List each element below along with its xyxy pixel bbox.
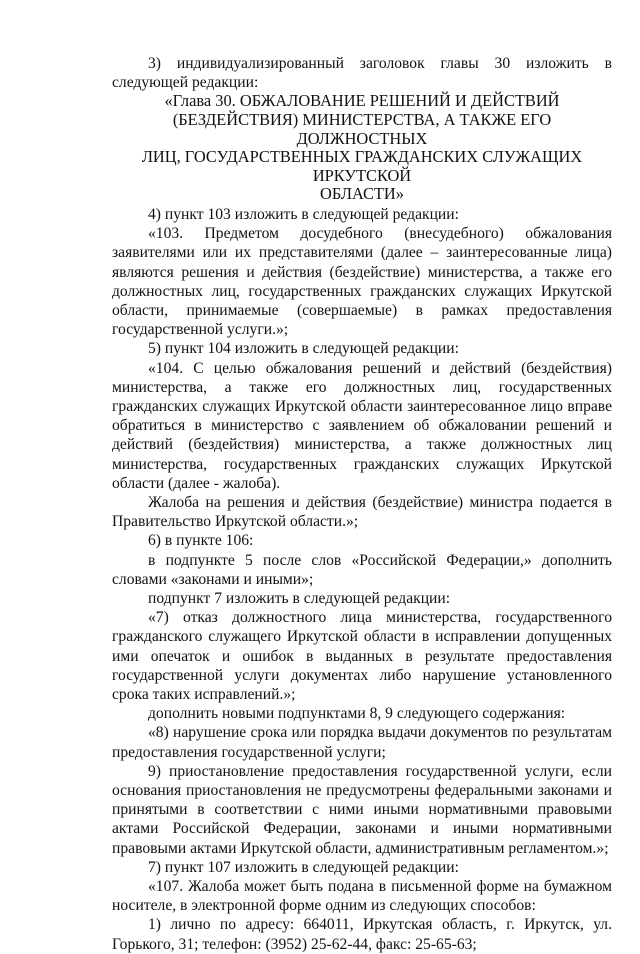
chapter-heading-line: (БЕЗДЕЙСТВИЯ) МИНИСТЕРСТВА, А ТАКЖЕ ЕГО ДОЛЖНОСТНЫХ <box>172 110 552 148</box>
paragraph-item-5: 5) пункт 104 изложить в следующей редакции: <box>148 340 459 358</box>
paragraph-method-1: 1) лично по адресу: 664011, Иркутская область, г. Иркутск, ул. Горького, 31; телефон: (3952) 25-62-44, факс: 25-65-63; <box>112 916 612 953</box>
document-body <box>112 54 612 954</box>
paragraph-subpoint-7-intro: подпункт 7 изложить в следующей редакции: <box>148 590 451 608</box>
chapter-heading <box>112 92 612 204</box>
paragraph-add-subpoints: дополнить новыми подпунктами 8, 9 следующего содержания: <box>148 705 566 723</box>
paragraph-item-3: 3) индивидуализированный заголовок главы 30 изложить в следующей редакции: <box>112 55 612 92</box>
chapter-heading-line: «Глава 30. ОБЖАЛОВАНИЕ РЕШЕНИЙ И ДЕЙСТВИЙ <box>164 91 560 111</box>
paragraph-point-104: «104. С целью обжалования решений и действий (бездействия) министерства, а также его должностных лиц, государственных гражданских служащих Иркутской области заинтересованное лицо вправе обратиться в министерство с заявлением об обжаловании решений и действий (бездействия) министерства, а также должностных лиц министерства, государственных гражданских служащих Иркутской области (далее - жалоба). <box>112 359 612 492</box>
chapter-heading-line: ОБЛАСТИ» <box>320 184 404 204</box>
paragraph-subpoint-5: в подпункте 5 после слов «Российской Федерации,» дополнить словами «законами и иными»; <box>112 551 612 588</box>
paragraph-subpoint-7: «7) отказ должностного лица министерства, государственного гражданского служащего Иркутской области в исправлении допущенных ими опечаток и ошибок в выданных в результате предоставления государственной услуги документах либо нарушение установленного срока таких исправлений.»; <box>112 609 612 704</box>
chapter-heading-line: ЛИЦ, ГОСУДАРСТВЕННЫХ ГРАЖДАНСКИХ СЛУЖАЩИХ ИРКУТСКОЙ <box>141 147 583 185</box>
paragraph-subpoint-8: «8) нарушение срока или порядка выдачи документов по результатам предоставления государственной услуги; <box>112 724 612 761</box>
paragraph-item-4: 4) пункт 103 изложить в следующей редакции: <box>148 205 459 223</box>
paragraph-item-6: 6) в пункте 106: <box>148 532 254 550</box>
paragraph-complaint-minister: Жалоба на решения и действия (бездействие) министра подается в Правительство Иркутской области.»; <box>112 494 612 531</box>
paragraph-point-103: «103. Предметом досудебного (внесудебного) обжалования заявителями или их представителями (далее – заинтересованные лица) являются решения и действия (бездействие) министерства, а также его должностных лиц, государственных гражданских служащих Иркутской области, принимаемые (совершаемые) в рамках предоставления государственной услуги.»; <box>112 225 612 339</box>
paragraph-item-7: 7) пункт 107 изложить в следующей редакции: <box>148 858 459 876</box>
paragraph-point-107: «107. Жалоба может быть подана в письменной форме на бумажном носителе, в электронной форме одним из следующих способов: <box>112 878 612 915</box>
paragraph-subpoint-9: 9) приостановление предоставления государственной услуги, если основания приостановления не предусмотрены федеральными законами и принятыми в соответствии с ними иными нормативными правовыми актами Российской Федерации, законами и иными нормативными правовыми актами Иркутской области, административным регламентом.»; <box>112 762 612 857</box>
